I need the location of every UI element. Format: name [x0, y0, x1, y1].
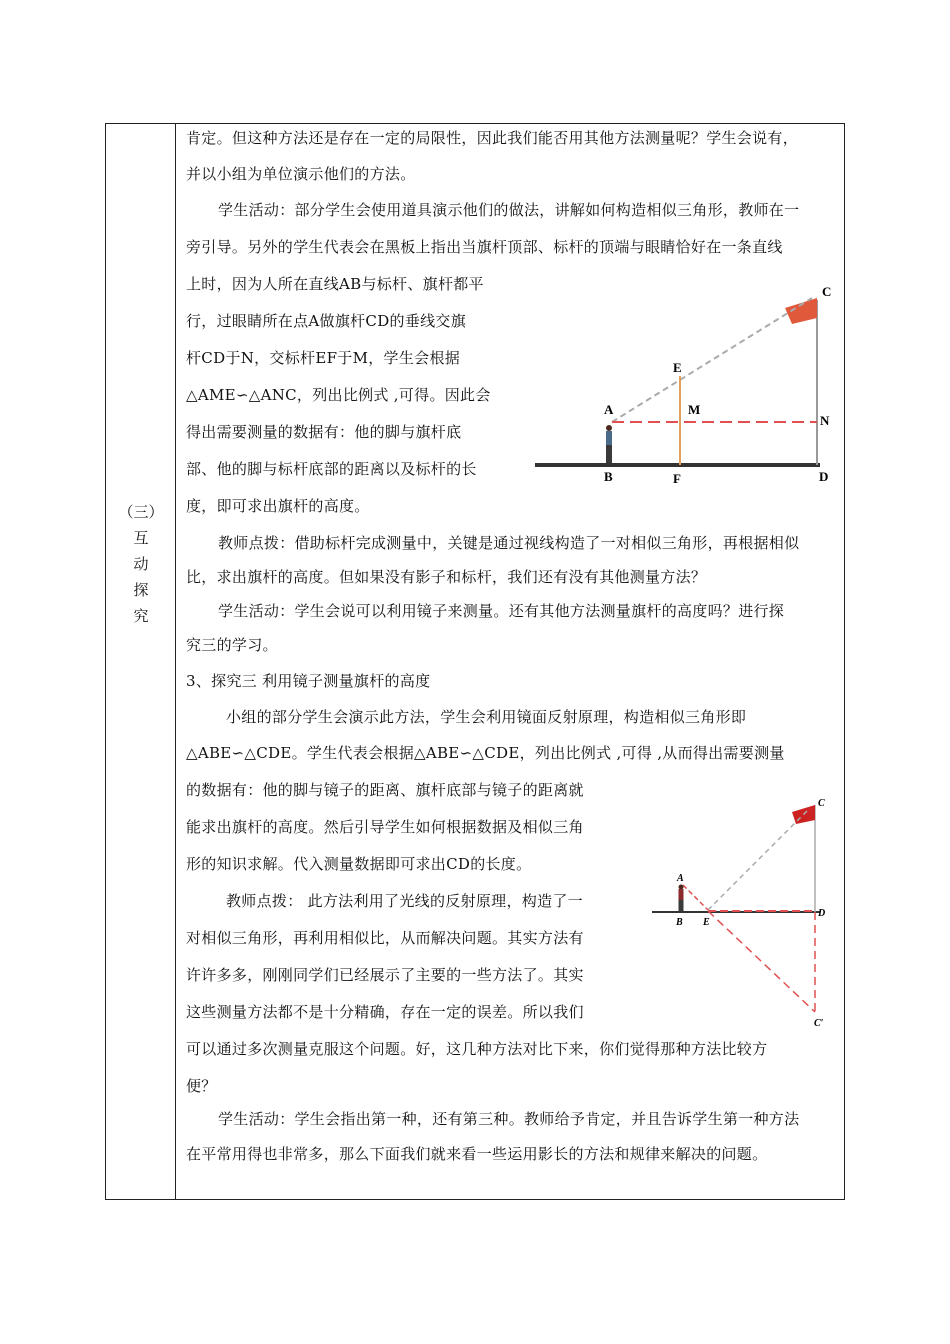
- text-line: 学生活动：学生会说可以利用镜子来测量。还有其他方法测量旗杆的高度吗？进行探: [218, 602, 785, 620]
- text-line: 行，过眼睛所在点A做旗杆CD的垂线交旗: [186, 312, 467, 330]
- label-F: F: [673, 471, 681, 486]
- label-B: B: [676, 917, 683, 928]
- text-line: 的数据有：他的脚与镜子的距离、旗杆底部与镜子的距离就: [186, 781, 584, 799]
- text-line: △AME∽△ANC，列出比例式 ,可得。因此会: [186, 386, 491, 404]
- label-D: D: [819, 469, 829, 484]
- section-heading: 3、探究三 利用镜子测量旗杆的高度: [186, 672, 431, 690]
- text-line: 形的知识求解。代入测量数据即可求出CD的长度。: [186, 855, 532, 873]
- text-line: 能求出旗杆的高度。然后引导学生如何根据数据及相似三角: [186, 818, 584, 836]
- text-line: 杆CD于N，交标杆EF于M，学生会根据: [186, 349, 461, 367]
- section-label: [106, 499, 176, 629]
- text-line: 比，求出旗杆的高度。但如果没有影子和标杆，我们还有没有其他测量方法？: [186, 568, 707, 586]
- text-line: 小组的部分学生会演示此方法，学生会利用镜面反射原理，构造相似三角形即: [226, 708, 747, 726]
- text-line: 教师点拨：借助标杆完成测量中，关键是通过视线构造了一对相似三角形，再根据相似: [218, 534, 800, 552]
- text-line: 学生活动：部分学生会使用道具演示他们的做法，讲解如何构造相似三角形，教师在一: [218, 201, 800, 219]
- person-head: [606, 425, 612, 431]
- label-C: C: [822, 284, 832, 299]
- text-line: 肯定。但这种方法还是存在一定的局限性，因此我们能否用其他方法测量呢？学生会说有，: [186, 129, 799, 147]
- label-E: E: [673, 360, 682, 375]
- incident-line: [683, 885, 708, 910]
- text-line: 部、他的脚与标杆底部的距离以及标杆的长: [186, 460, 477, 478]
- text-line: 便？: [186, 1077, 217, 1095]
- text-line: 度，即可求出旗杆的高度。: [186, 497, 370, 515]
- section-char-3: 探: [133, 581, 149, 599]
- label-N: N: [820, 413, 830, 428]
- figure-mirror-method: [650, 790, 840, 1030]
- reflected-line: [708, 911, 815, 1012]
- text-line: 究三的学习。: [186, 636, 278, 654]
- text-line: 在平常用得也非常多，那么下面我们就来看一些运用影长的方法和规律来解决的问题。: [186, 1145, 768, 1163]
- section-char-1: 互: [133, 529, 149, 547]
- label-C: C: [818, 798, 825, 809]
- text-line: 上时，因为人所在直线AB与标杆、旗杆都平: [186, 275, 484, 293]
- text-line: 这些测量方法都不是十分精确，存在一定的误差。所以我们: [186, 1003, 584, 1021]
- text-line: △ABE∽△CDE。学生代表会根据△ABE∽△CDE，列出比例式 ,可得 ,从而得出需要测量: [186, 744, 785, 762]
- label-C-prime: C′: [814, 1018, 824, 1029]
- section-label-column: [106, 124, 176, 1199]
- text-line: 学生活动：学生会指出第一种，还有第三种。教师给予肯定，并且告诉学生第一种方法: [218, 1110, 800, 1128]
- person-legs: [679, 900, 684, 911]
- person-body: [606, 431, 612, 445]
- sight-line: [708, 808, 810, 910]
- label-A: A: [677, 873, 684, 884]
- text-line: 对相似三角形，再利用相似比，从而解决问题。其实方法有: [186, 929, 584, 947]
- label-E: E: [703, 917, 710, 928]
- label-B: B: [604, 469, 613, 484]
- figure-pole-method: [530, 280, 840, 490]
- label-D: D: [818, 908, 826, 919]
- section-char-4: 究: [133, 607, 149, 625]
- text-line: 并以小组为单位演示他们的方法。: [186, 165, 416, 183]
- person-head: [679, 885, 684, 890]
- person-legs: [606, 445, 612, 463]
- section-char-2: 动: [133, 555, 149, 573]
- text-line: 教师点拨： 此方法利用了光线的反射原理，构造了一: [226, 892, 583, 910]
- text-line: 得出需要测量的数据有：他的脚与旗杆底: [186, 423, 462, 441]
- section-number: （三）: [118, 503, 164, 521]
- label-A: A: [604, 402, 614, 417]
- text-line: 可以通过多次测量克服这个问题。好，这几种方法对比下来，你们觉得那种方法比较方: [186, 1040, 768, 1058]
- text-line: 许许多多，刚刚同学们已经展示了主要的一些方法了。其实: [186, 966, 584, 984]
- text-line: 旁引导。另外的学生代表会在黑板上指出当旗杆顶部、标杆的顶端与眼睛恰好在一条直线: [186, 238, 783, 256]
- person-body: [679, 889, 684, 900]
- flag-shape: [785, 298, 817, 324]
- label-M: M: [688, 402, 701, 417]
- sight-line: [612, 298, 812, 422]
